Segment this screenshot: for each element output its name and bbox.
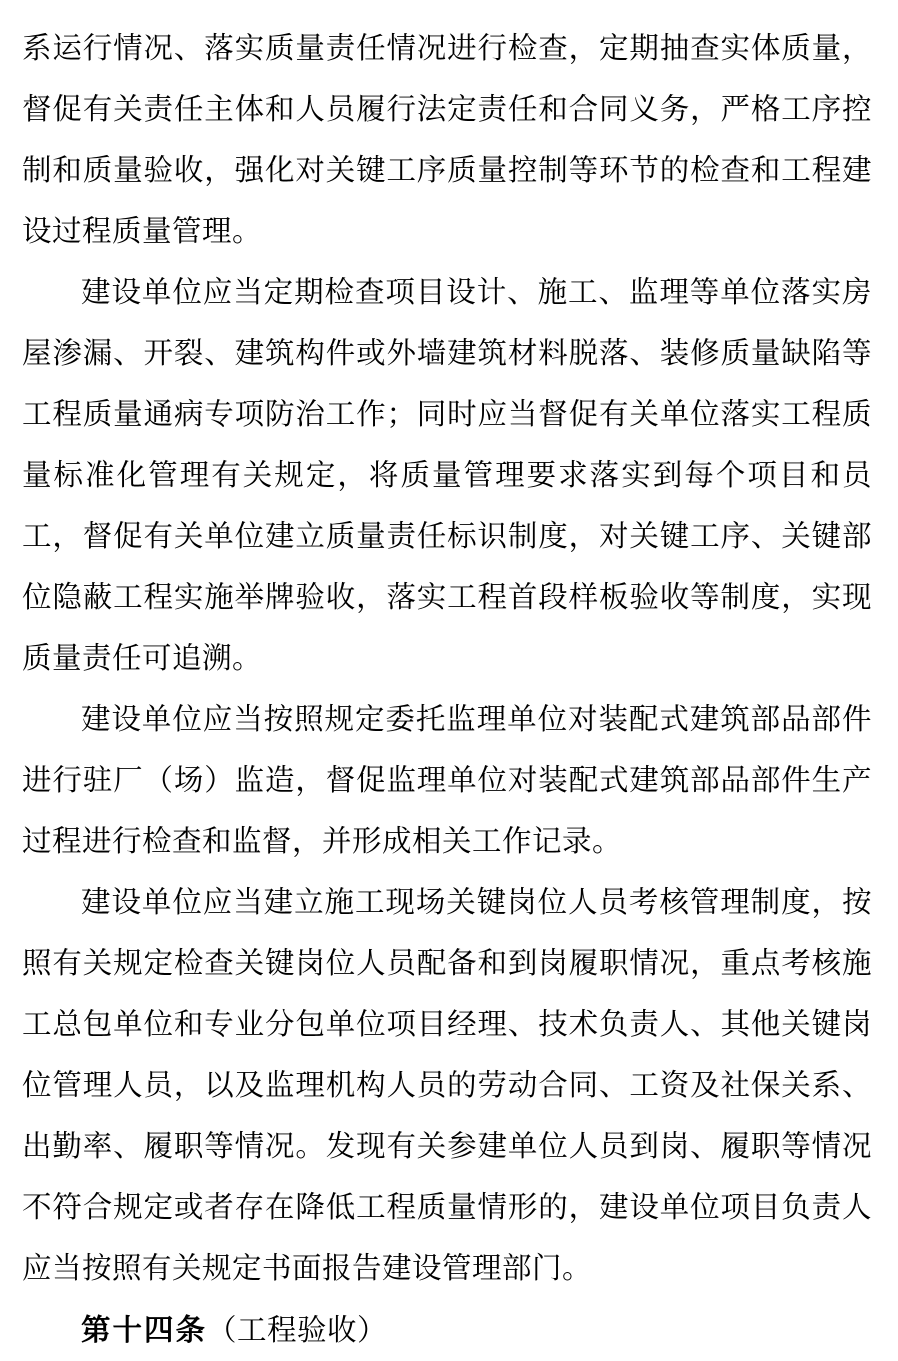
paragraph-quality-defects: 建设单位应当定期检查项目设计、施工、监理等单位落实房屋渗漏、开裂、建筑构件或外墙建筑材料脱落、装修质量缺陷等工程质量通病专项防治工作；同时应当督促有关单位落实工程质量标准化管理有关规定，将质量管理要求落实到每个项目和员工，督促有关单位建立质量责任标识制度，对关键工序、关键部位隐蔽工程实施举牌验收，落实工程首段样板验收等制度，实现质量责任可追溯。 — [22, 275, 872, 675]
paragraph-key-personnel: 建设单位应当建立施工现场关键岗位人员考核管理制度，按照有关规定检查关键岗位人员配备和到岗履职情况，重点考核施工总包单位和专业分包单位项目经理、技术负责人、其他关键岗位管理人员，以及监理机构人员的劳动合同、工资及社保关系、出勤率、履职等情况。发现有关参建单位人员到岗、履职等情况不符合规定或者存在降低工程质量情形的，建设单位项目负责人应当按照有关规定书面报告建设管理部门。 — [22, 885, 872, 1285]
paragraph-continued: 系运行情况、落实质量责任情况进行检查，定期抽查实体质量，督促有关责任主体和人员履行法定责任和合同义务，严格工序控制和质量验收，强化对关键工序质量控制等环节的检查和工程建设过程质量管理。 — [22, 31, 872, 248]
paragraph-prefab-supervision: 建设单位应当按照规定委托监理单位对装配式建筑部品部件进行驻厂（场）监造，督促监理单位对装配式建筑部品部件生产过程进行检查和监督，并形成相关工作记录。 — [22, 702, 872, 858]
article-heading — [22, 1299, 872, 1361]
article-title: （工程验收） — [207, 1313, 388, 1347]
article-number: 第十四条 — [81, 1312, 208, 1347]
